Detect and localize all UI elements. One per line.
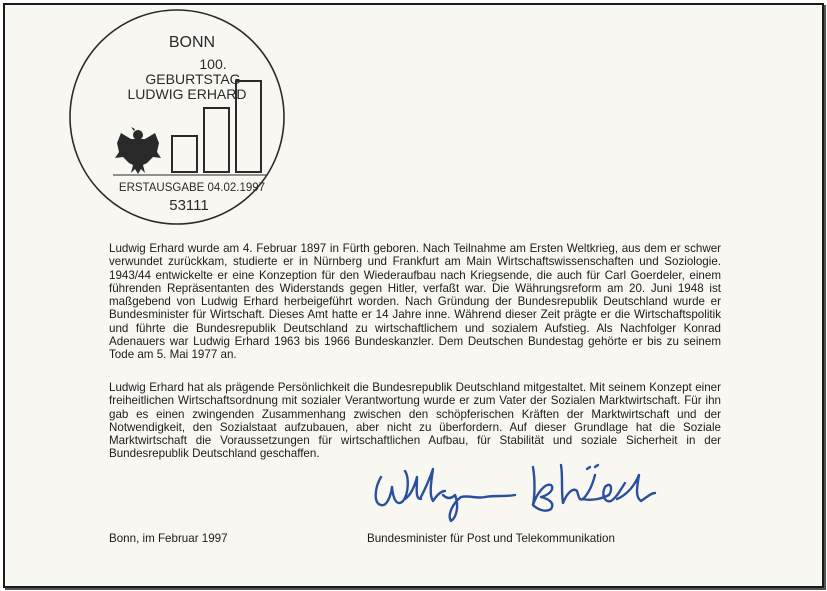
body-paragraph-1: Ludwig Erhard wurde am 4. Februar 1897 in Fürth geboren. Nach Teilnahme am Ersten Weltkrieg, aus dem er schwer verwundet zurückkam, studierte er in Nürnberg und Frankfurt am Main Wirtschaftswissenschaften und Soziologie. 1943/44 entwickelte er eine Konzeption für den Wiederaufbau nach Kriegsende, die auch für Carl Goerdeler, einem führenden Repräsentanten des Widerstands gegen Hitler, verfaßt war. Die Währungsreform am 20. Juni 1948 ist maßgebend von Ludwig Erhard herbeigeführt worden. Nach Gründung der Bundesrepublik Deutschland wurde er Bundesminister für Wirtschaft. Dieses Amt hatte er 14 Jahre inne. Während dieser Zeit prägte er die Wirtschaftspolitik und führte die Bundesrepublik Deutschland zu wirtschaftlichem und sozialem Aufstieg. Als Nachfolger Konrad Adenauers war Ludwig Erhard 1963 bis 1966 Bundeskanzler. Dem Deutschen Bundestag gehörte er bis zu seinem Tode am 5. Mai 1977 an. [109,242,721,362]
federal-eagle-icon [115,127,161,174]
postmark-line-1: 100. [199,56,227,72]
postmark-line-2: GEBURTSTAG [145,71,241,87]
postmark [5,5,827,230]
postmark-issue-label: ERSTAUSGABE 04.02.1997 [118,182,266,194]
place-date: Bonn, im Februar 1997 [109,532,228,545]
card [3,3,824,588]
postmark-city: BONN [168,34,216,51]
signatory-title: Bundesminister für Post und Telekommunikation [367,532,615,545]
handwritten-signature [365,455,675,527]
body-paragraph-2: Ludwig Erhard hat als prägende Persönlichkeit die Bundesrepublik Deutschland mitgestaltet. Mit seinem Konzept einer freiheitlichen Wirtschaftsordnung mit sozialer Verantwortung wurde er zum Vater der Sozialen Marktwirtschaft. Für ihn gab es einen zwingenden Zusammenhang zwischen den schöpferischen Kräften der Marktwirtschaft und der Notwendigkeit, den Sozialstaat aufzubauen, aber nicht zu überfordern. Auf dieser Grundlage hat die Soziale Marktwirtschaft die Voraussetzungen für wirtschaftlichen Aufbau, für Stabilität und soziale Sicherheit in der Bundesrepublik Deutschland geschaffen. [109,381,721,461]
postmark-line-3: LUDWIG ERHARD [127,86,247,102]
postmark-postcode: 53111 [169,197,209,214]
